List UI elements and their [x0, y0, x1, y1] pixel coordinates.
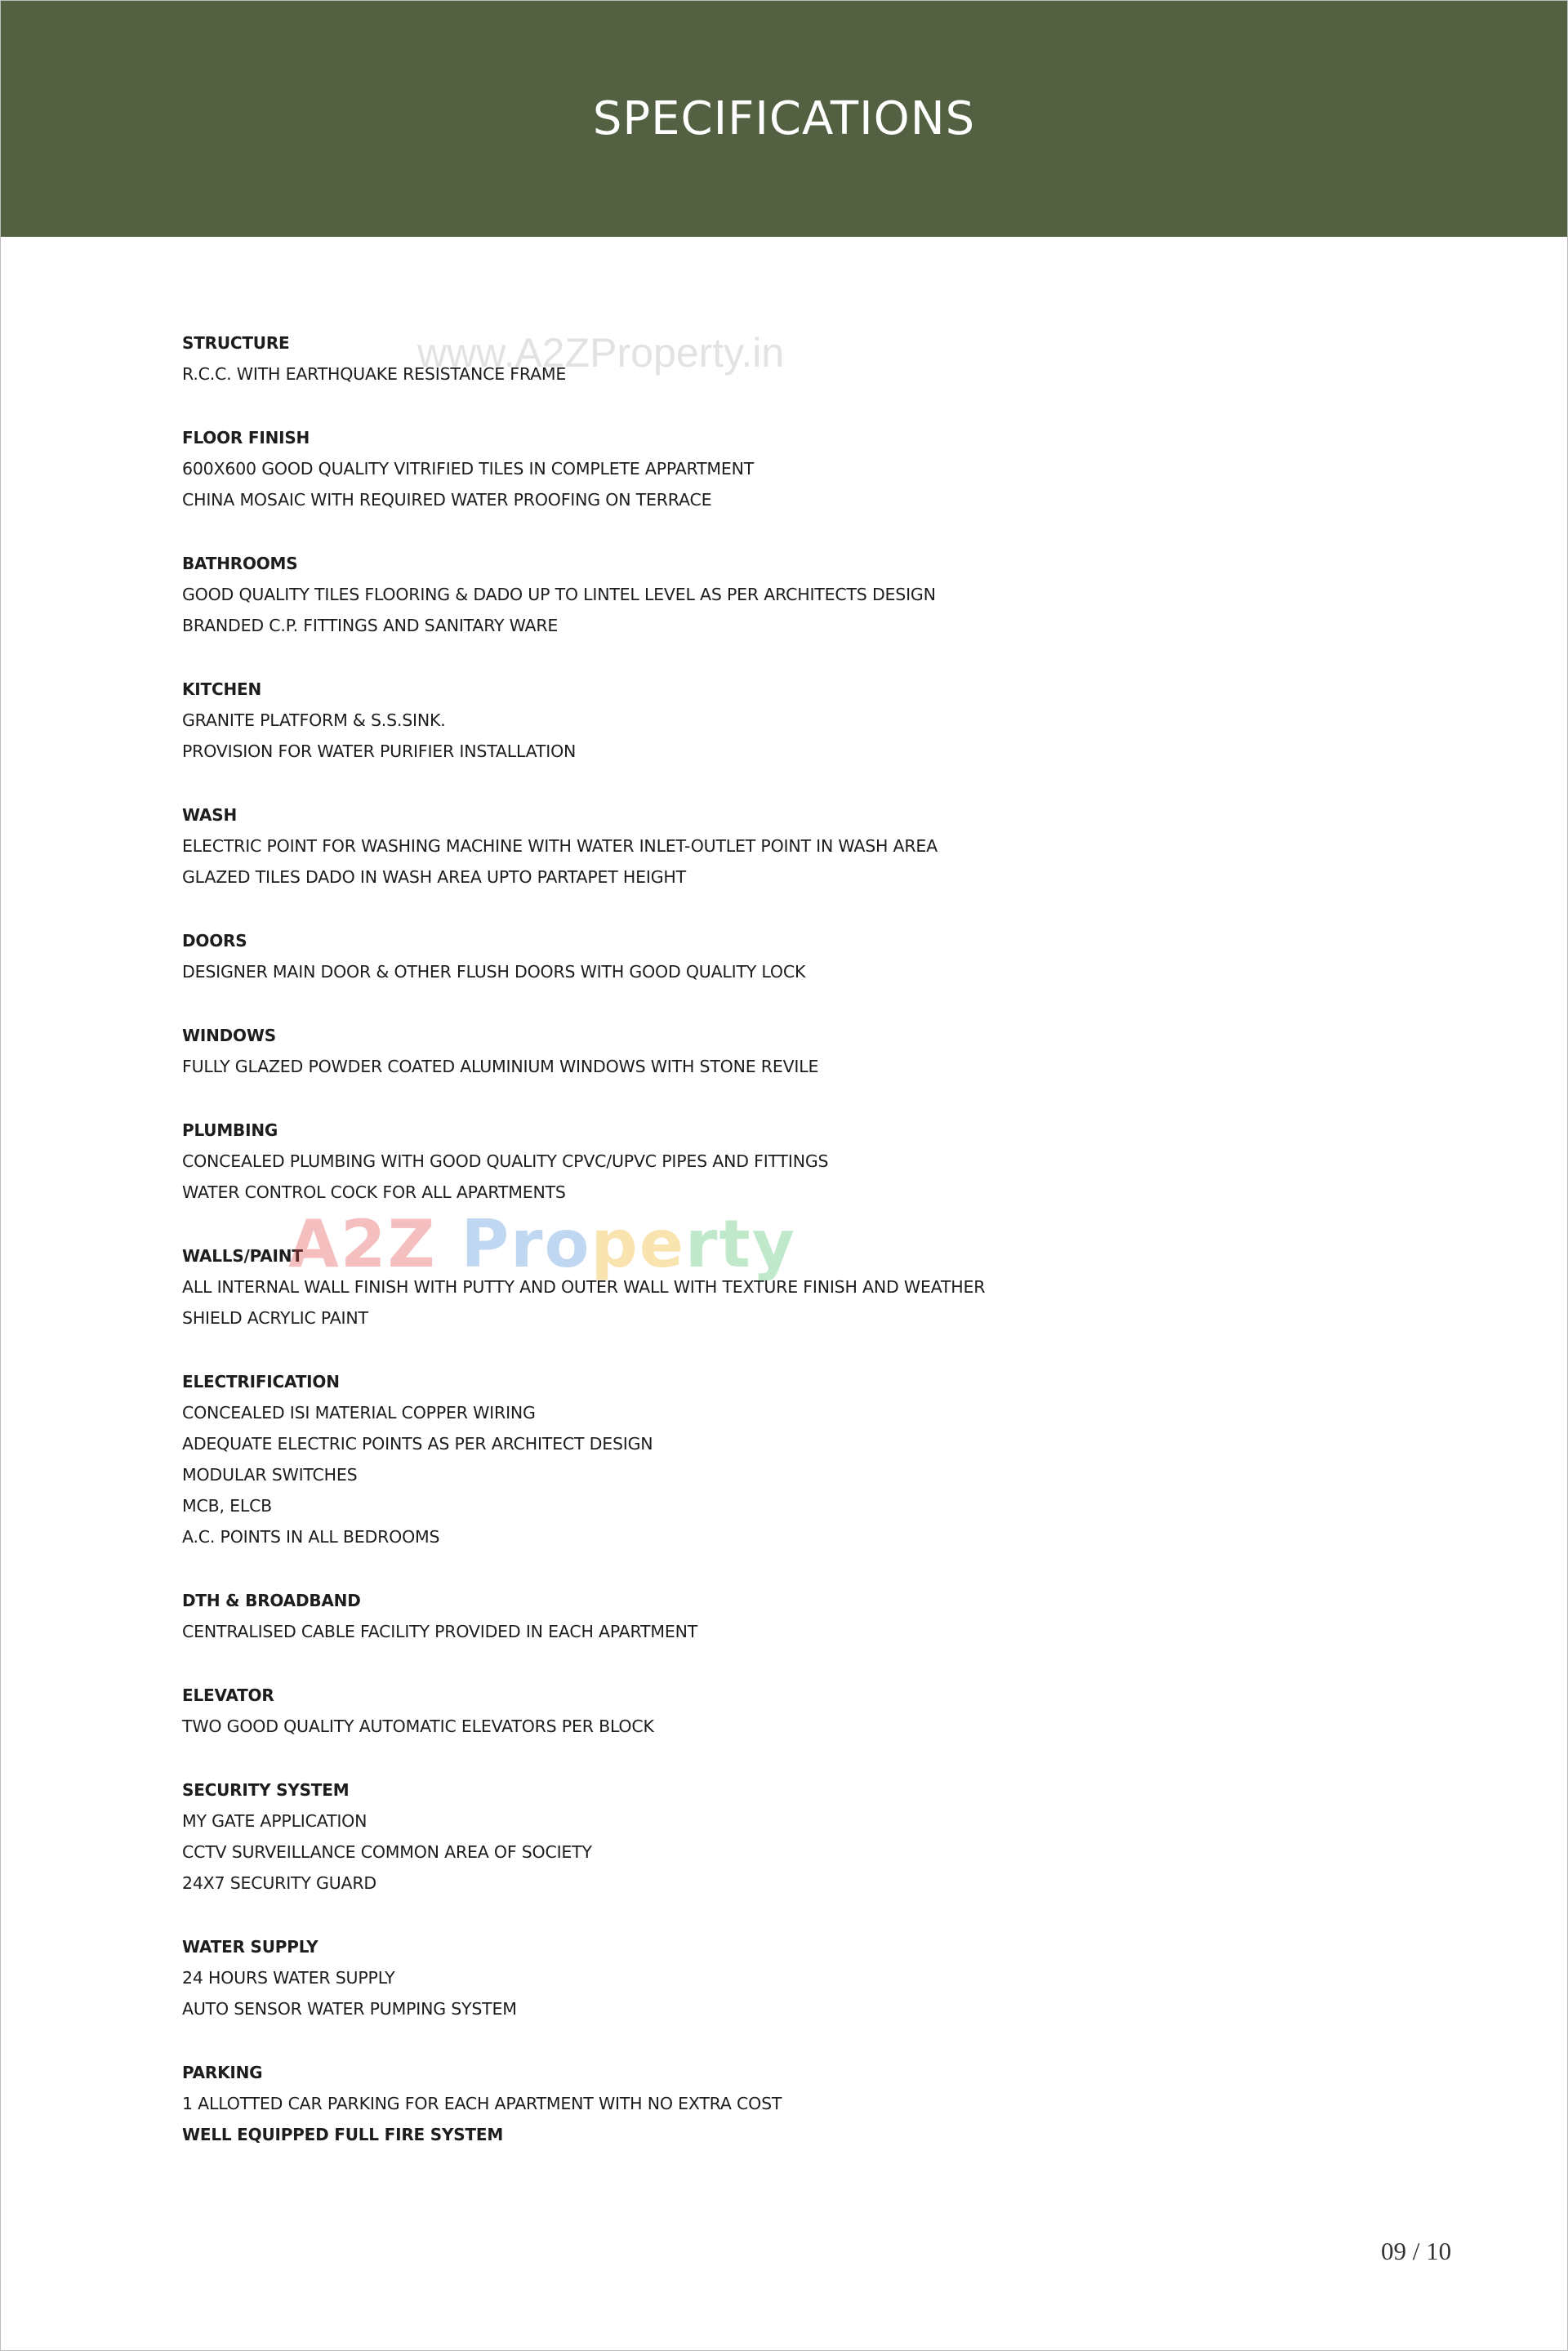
spec-line: A.C. POINTS IN ALL BEDROOMS	[182, 1527, 440, 1547]
spec-line: ELECTRIC POINT FOR WASHING MACHINE WITH WATER INLET-OUTLET POINT IN WASH AREA	[182, 836, 938, 856]
spec-line: GRANITE PLATFORM & S.S.SINK.	[182, 710, 446, 730]
spec-section-floor-finish	[182, 422, 1407, 515]
spec-section-structure	[182, 327, 1407, 390]
spec-line: CCTV SURVEILLANCE COMMON AREA OF SOCIETY	[182, 1842, 592, 1862]
spec-title: STRUCTURE	[182, 333, 290, 353]
spec-line: 24X7 SECURITY GUARD	[182, 1873, 376, 1893]
header-banner	[1, 1, 1567, 237]
spec-title: PARKING	[182, 2063, 263, 2082]
spec-title: FLOOR FINISH	[182, 428, 310, 447]
spec-title: WASH	[182, 805, 237, 825]
watermark-logo-part: pe	[590, 1206, 686, 1282]
spec-title: WALLS/PAINT	[182, 1246, 303, 1266]
spec-line: 600X600 GOOD QUALITY VITRIFIED TILES IN COMPLETE APPARTMENT	[182, 459, 755, 479]
spec-line: SHIELD ACRYLIC PAINT	[182, 1308, 368, 1328]
spec-line: WATER CONTROL COCK FOR ALL APARTMENTS	[182, 1182, 566, 1202]
spec-section-bathrooms	[182, 548, 1407, 641]
spec-line: CHINA MOSAIC WITH REQUIRED WATER PROOFING ON TERRACE	[182, 490, 712, 510]
spec-title: WINDOWS	[182, 1026, 276, 1045]
page-number: 09 / 10	[1381, 2237, 1452, 2265]
spec-title: PLUMBING	[182, 1120, 278, 1140]
spec-line: DESIGNER MAIN DOOR & OTHER FLUSH DOORS WITH GOOD QUALITY LOCK	[182, 962, 806, 982]
watermark-logo-part: Pro	[436, 1206, 591, 1282]
spec-line: CONCEALED ISI MATERIAL COPPER WIRING	[182, 1403, 536, 1423]
spec-section-water-supply	[182, 1931, 1407, 2024]
spec-line: CENTRALISED CABLE FACILITY PROVIDED IN EACH APARTMENT	[182, 1622, 698, 1641]
spec-section-dth-broadband	[182, 1585, 1407, 1647]
spec-title: ELECTRIFICATION	[182, 1372, 340, 1391]
spec-title: DOORS	[182, 931, 247, 951]
spec-title: WATER SUPPLY	[182, 1937, 318, 1957]
spec-line: GLAZED TILES DADO IN WASH AREA UPTO PARTAPET HEIGHT	[182, 867, 686, 887]
spec-section-security-system	[182, 1774, 1407, 1899]
watermark-logo-part: A2Z	[288, 1206, 437, 1282]
page-title: SPECIFICATIONS	[592, 92, 976, 145]
spec-line: BRANDED C.P. FITTINGS AND SANITARY WARE	[182, 616, 559, 635]
spec-line: MODULAR SWITCHES	[182, 1465, 358, 1485]
spec-line: ADEQUATE ELECTRIC POINTS AS PER ARCHITECT DESIGN	[182, 1434, 653, 1454]
spec-section-parking	[182, 2057, 1407, 2150]
spec-line: R.C.C. WITH EARTHQUAKE RESISTANCE FRAME	[182, 364, 567, 384]
spec-line: MY GATE APPLICATION	[182, 1811, 368, 1831]
spec-line: GOOD QUALITY TILES FLOORING & DADO UP TO LINTEL LEVEL AS PER ARCHITECTS DESIGN	[182, 585, 936, 604]
watermark-logo-part: rty	[685, 1206, 796, 1282]
watermark-logo	[288, 1206, 796, 1282]
spec-title: DTH & BROADBAND	[182, 1591, 361, 1610]
spec-title: SECURITY SYSTEM	[182, 1780, 350, 1800]
spec-line: AUTO SENSOR WATER PUMPING SYSTEM	[182, 1999, 517, 2019]
spec-line: 24 HOURS WATER SUPPLY	[182, 1968, 395, 1988]
spec-line: 1 ALLOTTED CAR PARKING FOR EACH APARTMENT WITH NO EXTRA COST	[182, 2094, 782, 2113]
spec-section-plumbing	[182, 1115, 1407, 1208]
spec-section-doors	[182, 925, 1407, 987]
spec-title: KITCHEN	[182, 679, 261, 699]
spec-title: BATHROOMS	[182, 554, 298, 573]
spec-line-fire-system: WELL EQUIPPED FULL FIRE SYSTEM	[182, 2125, 504, 2144]
spec-line: CONCEALED PLUMBING WITH GOOD QUALITY CPVC/UPVC PIPES AND FITTINGS	[182, 1151, 829, 1171]
spec-line: MCB, ELCB	[182, 1496, 273, 1516]
spec-title: ELEVATOR	[182, 1685, 274, 1705]
spec-line: PROVISION FOR WATER PURIFIER INSTALLATION	[182, 741, 577, 761]
spec-line: FULLY GLAZED POWDER COATED ALUMINIUM WINDOWS WITH STONE REVILE	[182, 1057, 819, 1076]
watermark-url: www.A2ZProperty.in	[417, 330, 785, 376]
spec-line: TWO GOOD QUALITY AUTOMATIC ELEVATORS PER BLOCK	[182, 1716, 654, 1736]
spec-line: ALL INTERNAL WALL FINISH WITH PUTTY AND OUTER WALL WITH TEXTURE FINISH AND WEATHER	[182, 1277, 986, 1297]
spec-section-elevator	[182, 1680, 1407, 1742]
spec-section-electrification	[182, 1366, 1407, 1552]
spec-section-kitchen	[182, 674, 1407, 767]
spec-section-windows	[182, 1020, 1407, 1082]
spec-section-wash	[182, 799, 1407, 893]
